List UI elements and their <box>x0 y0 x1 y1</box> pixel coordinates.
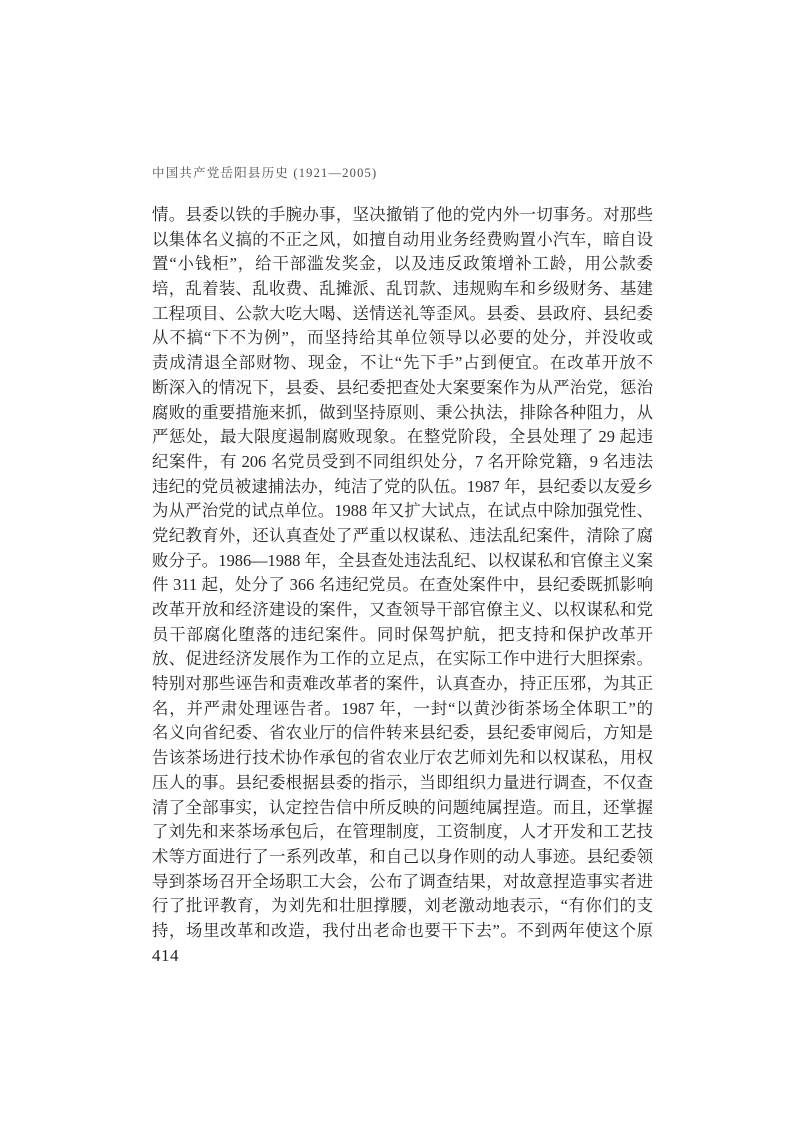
body-text <box>152 203 653 944</box>
text-line: 置“小钱柜”，给干部滥发奖金，以及违反政策增补工龄，用公款委 <box>152 254 653 274</box>
text-line: 违纪的党员被逮捕法办，纯洁了党的队伍。1987 年，县纪委以友爱乡 <box>152 476 653 496</box>
text-line: 工程项目、公款大吃大喝、送情送礼等歪风。县委、县政府、县纪委 <box>152 303 653 323</box>
text-line: 严惩处，最大限度遏制腐败现象。在整党阶段，全县处理了 29 起违 <box>152 427 653 447</box>
text-line: 腐败的重要措施来抓，做到坚持原则、秉公执法，排除各种阻力，从 <box>152 402 653 422</box>
text-line: 压人的事。县纪委根据县委的指示，当即组织力量进行调查，不仅查 <box>152 772 653 792</box>
text-line: 培，乱着装、乱收费、乱摊派、乱罚款、违规购车和乡级财务、基建 <box>152 279 653 299</box>
text-line: 断深入的情况下，县委、县纪委把查处大案要案作为从严治党，惩治 <box>152 377 653 397</box>
text-line: 情。县委以铁的手腕办事，坚决撤销了他的党内外一切事务。对那些 <box>152 205 653 224</box>
running-header: 中国共产党岳阳县历史 (1921—2005) <box>152 166 378 180</box>
text-line: 为从严治党的试点单位。1988 年又扩大试点，在试点中除加强党性、 <box>152 501 653 521</box>
text-line: 导到茶场召开全场职工大会，公布了调查结果，对故意捏造事实者进 <box>152 871 653 891</box>
text-line: 名义向省纪委、省农业厅的信件转来县纪委，县纪委审阅后，方知是 <box>152 723 653 743</box>
text-line: 党纪教育外，还认真查处了严重以权谋私、违法乱纪案件，清除了腐 <box>152 525 653 545</box>
text-line: 放、促进经济发展作为工作的立足点，在实际工作中进行大胆探索。 <box>152 649 653 669</box>
text-line: 名，并严肃处理诬告者。1987 年，一封“以黄沙街茶场全体职工”的 <box>152 698 653 718</box>
text-line: 清了全部事实，认定控告信中所反映的问题纯属捏造。而且，还掌握 <box>152 797 653 817</box>
text-line: 件 311 起，处分了 366 名违纪党员。在查处案件中，县纪委既抓影响 <box>152 575 653 595</box>
text-line: 员干部腐化堕落的违纪案件。同时保驾护航，把支持和保护改革开 <box>152 624 653 644</box>
text-line: 败分子。1986—1988 年，全县查处违法乱纪、以权谋私和官僚主义案 <box>152 550 653 570</box>
text-line: 改革开放和经济建设的案件，又查领导干部官僚主义、以权谋私和党 <box>152 600 653 619</box>
page-number: 414 <box>152 946 179 965</box>
text-line: 持，场里改革和改造，我付出老命也要干下去”。不到两年使这个原 <box>152 920 653 940</box>
text-line: 特别对那些诬告和责难改革者的案件，认真查办，持正压邪，为其正 <box>152 674 653 694</box>
text-line: 以集体名义搞的不正之风，如擅自动用业务经费购置小汽车，暗自设 <box>152 229 653 249</box>
text-line: 责成清退全部财物、现金，不让“先下手”占到便宜。在改革开放不 <box>152 353 653 373</box>
text-line: 了刘先和来茶场承包后，在管理制度，工资制度，人才开发和工艺技 <box>152 822 653 842</box>
text-line: 从不搞“下不为例”，而坚持给其单位领导以必要的处分，并没收或 <box>152 328 653 348</box>
text-line: 行了批评教育，为刘先和壮胆撑腰，刘老激动地表示，“有你们的支 <box>152 896 653 916</box>
text-line: 术等方面进行了一系列改革，和自己以身作则的动人事迹。县纪委领 <box>152 846 653 866</box>
text-line: 告该茶场进行技术协作承包的省农业厅农艺师刘先和以权谋私，用权 <box>152 748 653 768</box>
text-line: 纪案件，有 206 名党员受到不同组织处分，7 名开除党籍，9 名违法 <box>152 451 653 471</box>
